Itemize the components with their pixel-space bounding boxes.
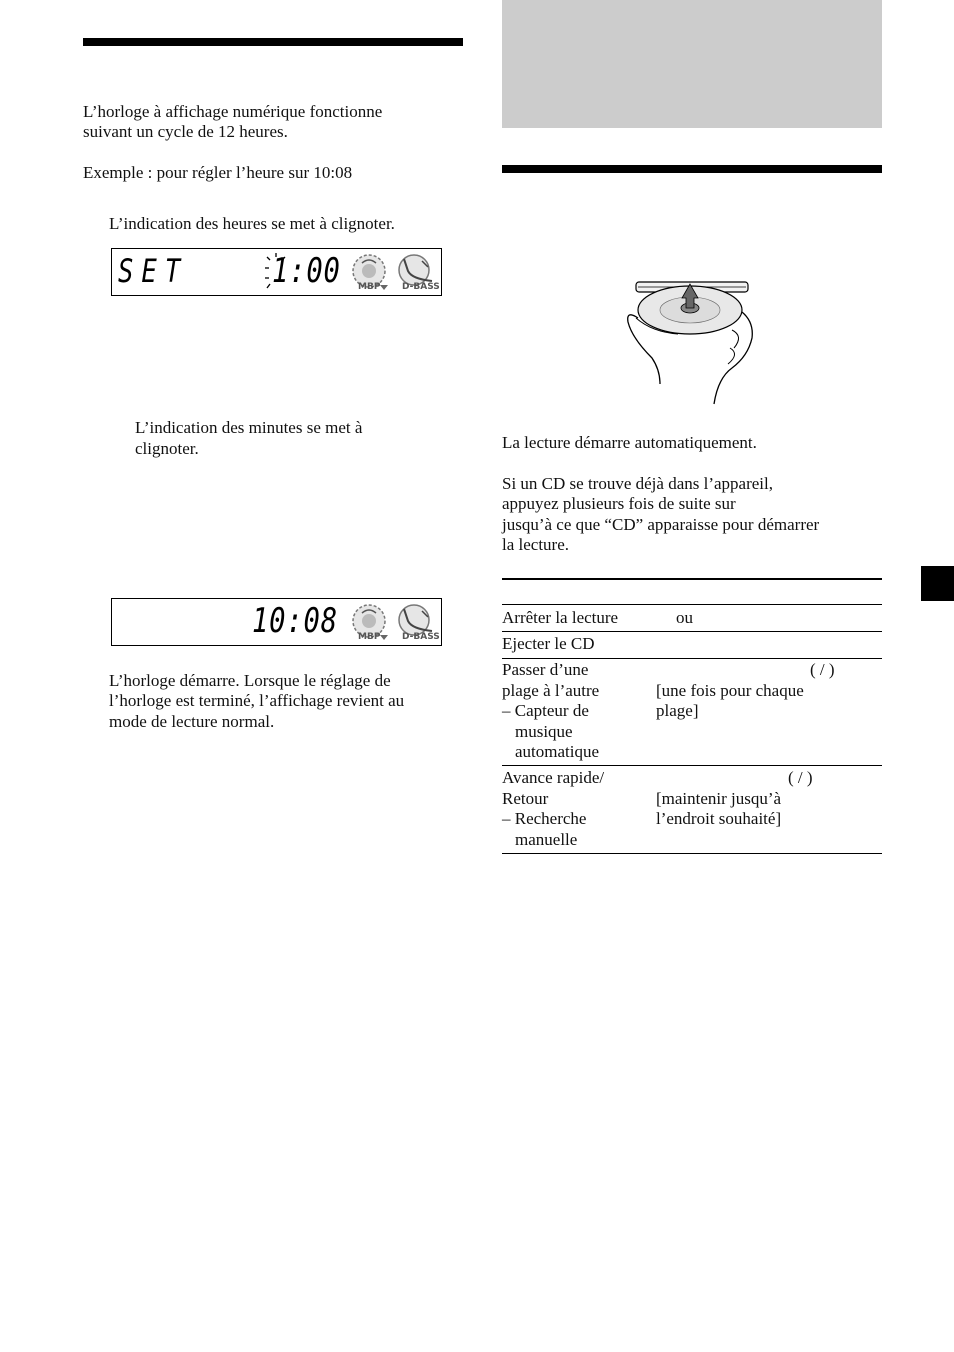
step-minutes-line1: L’indication des minutes se met à bbox=[135, 418, 363, 437]
lcd-hour-text: 1:00 bbox=[272, 251, 341, 291]
table-cell-skip-1: Passer d’une bbox=[502, 660, 589, 679]
autostart-text: La lecture démarre automatiquement. bbox=[502, 433, 757, 452]
table-rule bbox=[502, 658, 882, 659]
table-cell-skip-2: plage à l’autre bbox=[502, 681, 600, 700]
lcd-time-text: 10:08 bbox=[252, 601, 338, 641]
right-heading-rule bbox=[502, 165, 882, 173]
table-cell-ff-4: manuelle bbox=[515, 830, 578, 849]
table-rule bbox=[502, 604, 882, 605]
table-cell-ff-3: – Recherche bbox=[502, 809, 587, 828]
lcd-display-set bbox=[111, 248, 442, 296]
step-minutes-line2: clignoter. bbox=[135, 439, 199, 458]
step-hours-text: L’indication des heures se met à clignoter. bbox=[109, 214, 395, 233]
table-cell-ff-paren: ( / ) bbox=[788, 768, 813, 787]
table-cell-skip-desc-2: plage] bbox=[656, 701, 699, 720]
lcd-display-time bbox=[111, 598, 442, 646]
lcd-set-text: SET bbox=[118, 252, 189, 290]
table-cell-ff-desc-1: [maintenir jusqu’à bbox=[656, 789, 782, 808]
clock-final-line2: l’horloge est terminé, l’affichage revient au bbox=[109, 691, 405, 710]
table-cell-ff-1: Avance rapide/ bbox=[502, 768, 605, 787]
table-top-rule bbox=[502, 578, 882, 580]
mbp-label: MBP bbox=[358, 282, 381, 292]
cd-insert-illustration bbox=[622, 278, 762, 406]
table-rule bbox=[502, 765, 882, 766]
clock-final-line3: mode de lecture normal. bbox=[109, 712, 275, 731]
cd-note-line4: la lecture. bbox=[502, 535, 570, 554]
table-cell-skip-desc-1: [une fois pour chaque bbox=[656, 681, 804, 700]
clock-intro-line1: L’horloge à affichage numérique fonctionne bbox=[83, 102, 383, 121]
table-cell-ff-desc-2: l’endroit souhaité] bbox=[656, 809, 782, 828]
section-header-box bbox=[502, 0, 882, 128]
cd-note-line2: appuyez plusieurs fois de suite sur bbox=[502, 494, 736, 513]
clock-intro-line2: suivant un cycle de 12 heures. bbox=[83, 122, 288, 141]
table-cell-stop: Arrêter la lecture bbox=[502, 608, 619, 627]
left-heading-rule bbox=[83, 38, 463, 46]
table-cell-eject: Ejecter le CD bbox=[502, 634, 595, 653]
clock-final-line1: L’horloge démarre. Lorsque le réglage de bbox=[109, 671, 391, 690]
cd-note-line1: Si un CD se trouve déjà dans l’appareil, bbox=[502, 474, 773, 493]
cd-note-line3: jusqu’à ce que “CD” apparaisse pour démarrer bbox=[502, 515, 820, 534]
clock-example: Exemple : pour régler l’heure sur 10:08 bbox=[83, 163, 353, 182]
dbass-label-2: D-BASS bbox=[402, 632, 440, 642]
dbass-label: D-BASS bbox=[402, 282, 440, 292]
table-cell-skip-4: musique bbox=[515, 722, 573, 741]
table-cell-skip-5: automatique bbox=[515, 742, 600, 761]
table-cell-skip-paren: ( / ) bbox=[810, 660, 835, 679]
section-tab-marker bbox=[921, 566, 954, 601]
table-bottom-rule bbox=[502, 853, 882, 854]
table-cell-ff-2: Retour bbox=[502, 789, 549, 808]
table-cell-stop-or: ou bbox=[676, 608, 693, 627]
table-cell-skip-3: – Capteur de bbox=[502, 701, 589, 720]
mbp-label-2: MBP bbox=[358, 632, 381, 642]
table-rule bbox=[502, 631, 882, 632]
